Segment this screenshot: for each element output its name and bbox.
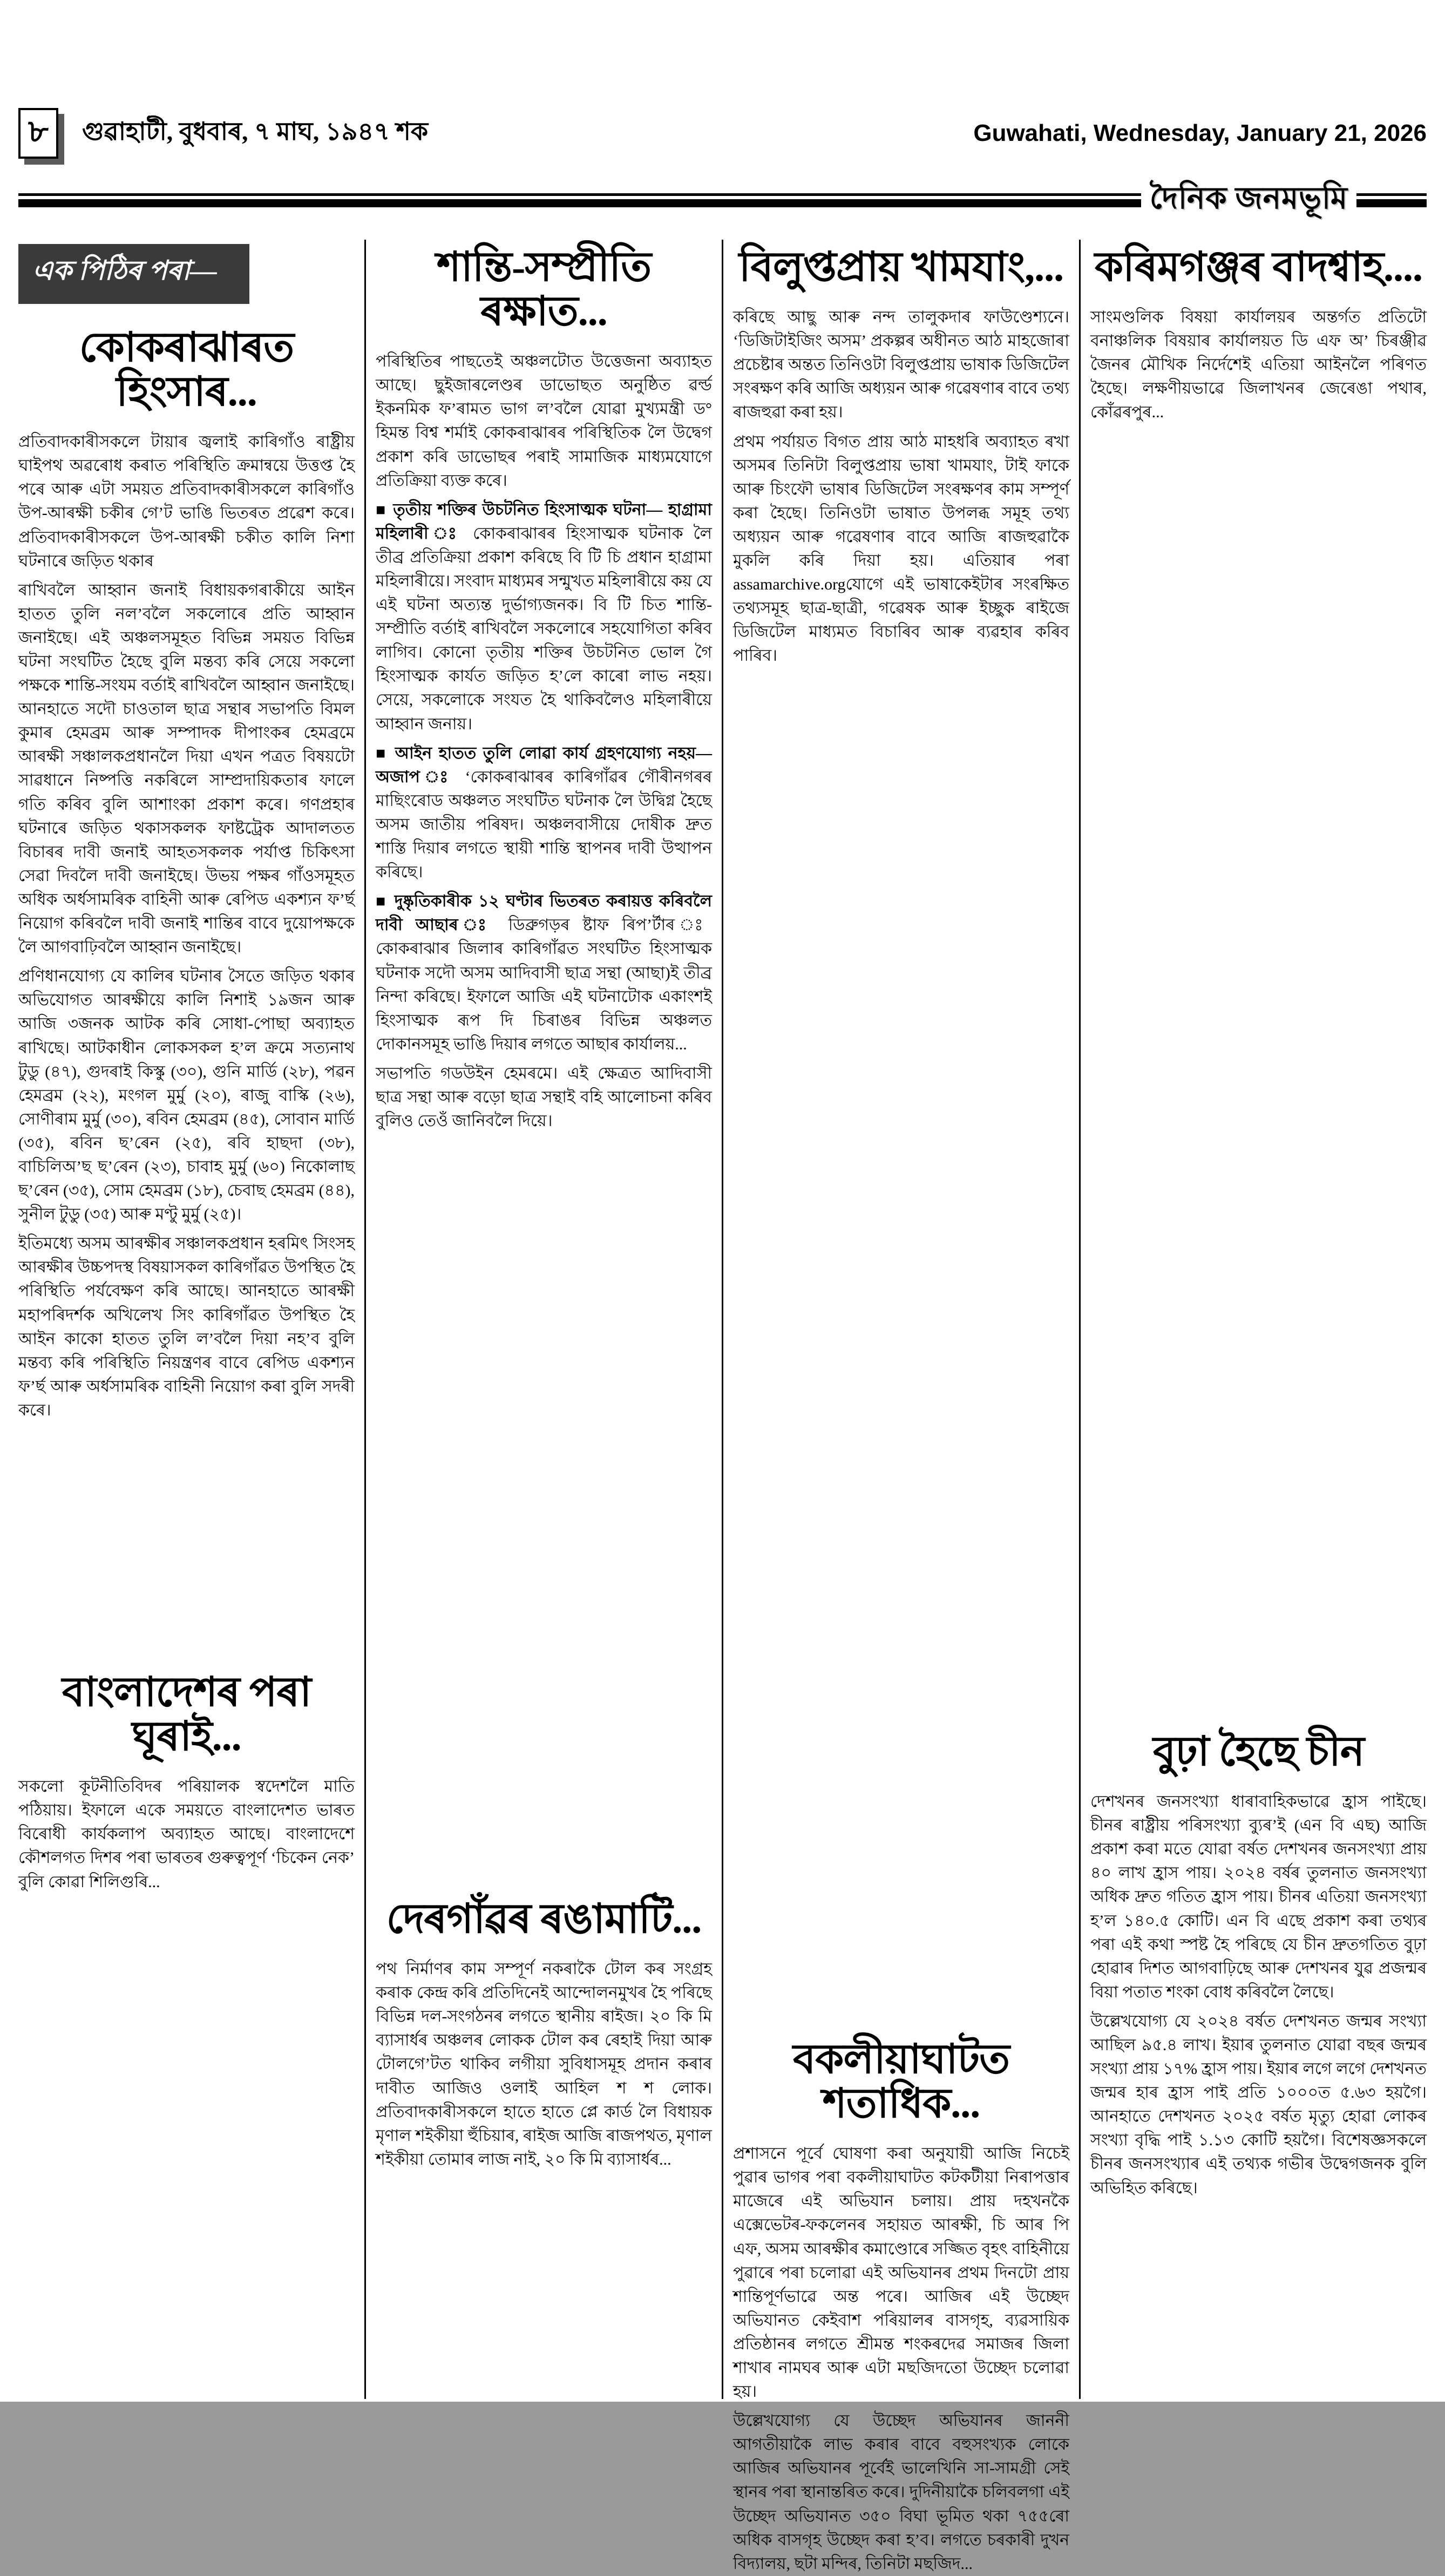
- article-paragraph: [18, 965, 355, 1226]
- article-paragraph: [1090, 1790, 1427, 2004]
- article: [733, 2037, 1069, 2576]
- article-paragraph: [376, 350, 712, 493]
- article-paragraph: [733, 2409, 1069, 2576]
- article: [376, 1897, 712, 2172]
- article-paragraph: [376, 890, 712, 1056]
- masthead-rule-left: [18, 193, 1141, 207]
- article-headline: বুঢ়া হৈছে চীন: [1152, 1729, 1365, 1774]
- article-headline: কৰিমগঞ্জৰ বাদশ্বাহ....: [1094, 245, 1423, 290]
- paragraph-text: ডিব্ৰুগড়ৰ ষ্টাফ ৰিপ’ৰ্টাৰ ঃ কোকৰাঝাৰ জিলাৰ কাৰিগাঁৱত সংঘটিত হিংসাত্মক ঘটনাক সদৌ অসম আদিবাসী ছাত্ৰ সন্থা (আছা)ই তীব্ৰ নিন্দা কৰিছে। ইফালে আজি এই ঘটনাটোক একাংশই হিংসাত্মক ৰূপ দি চিৰাঙৰ বিভিন্ন অঞ্চলত দোকানসমূহ ভাঙি দিয়াৰ লগতে আছাৰ কাৰ্যালয়...: [376, 916, 712, 1053]
- article-headline: বকলীয়াঘাটত শতাধিক...: [792, 2037, 1010, 2127]
- article-headline: কোকৰাঝাৰত হিংসাৰ...: [79, 325, 294, 415]
- date-english: Guwahati, Wednesday, January 21, 2026: [973, 120, 1427, 146]
- article-headline: বিলুপ্তপ্ৰায় খামযাং,...: [738, 245, 1064, 290]
- article-paragraph: [733, 430, 1069, 668]
- article-paragraph: [376, 1957, 712, 2172]
- article-paragraph: [376, 1062, 712, 1133]
- news-column: [722, 240, 1079, 2573]
- article-paragraph: [376, 498, 712, 736]
- article: [1090, 245, 1427, 1724]
- paragraph-text: সভাপতি গডউইন হেমৰমে। এই ক্ষেত্ৰত আদিবাসী ছাত্ৰ সন্থা আৰু বড়ো ছাত্ৰ সন্থাই বহি আলোচনা কৰিব বুলিও তেওঁ জানিবলৈ দিয়ে।: [376, 1064, 712, 1130]
- article-headline: বাংলাদেশৰ পৰা ঘূৰাই...: [62, 1670, 311, 1760]
- paragraph-text: পৰিস্থিতিৰ পাছতেই অঞ্চলটোত উত্তেজনা অব্যাহত আছে। ছুইজাৰলেণ্ডৰ ডাভোছত অনুষ্ঠিত ৱৰ্ল্ড ইকনমিক ফ’ৰামত ভাগ ল’বলৈ যোৱা মুখ্যমন্ত্ৰী ড° হিমন্ত বিশ্ব শৰ্মাই কোকৰাঝাৰৰ পৰিস্থিতিক লৈ উদ্বেগ প্ৰকাশ কৰি ডাভোছৰ পৰাই সামাজিক মাধ্যমযোগে প্ৰতিক্ৰিয়া ব্যক্ত কৰে।: [376, 352, 712, 490]
- news-column: [1079, 240, 1427, 2399]
- paragraph-text: প্ৰণিধানযোগ্য যে কালিৰ ঘটনাৰ সৈতে জড়িত থকাৰ অভিযোগত আৰক্ষীয়ে কালি নিশাই ১৯জন আৰু আজি ৩জনক আটক কৰি সোধা-পোছা অব্যাহত ৰাখিছে। আটকাধীন লোকসকল হ’ল ক্ৰমে সত্যনাথ টুডু (৪৭), গুদৰাই কিস্কু (৩০), গুনি মাৰ্ডি (২৮), পৱন হেমব্ৰম (২২), মংগল মুৰ্মু (২০), ৰাজু বাস্কি (২৬), সোণীৰাম মুৰ্মু (৩০), ৰবিন হেমব্ৰম (৪৫), সোবান মাৰ্ডি (৩৫), ৰবিন ছ’ৰেন (২৫), ৰবি হাছদা (৩৮), বাচিলিঅ’ছ ছ’ৰেন (২৩), চাবাহ মুৰ্মু (৬০) নিকোলাছ ছ’ৰেন (৩৫), সোম হেমব্ৰম (১৮), চেবাছ হেমব্ৰম (৪৪), সুনীল টুডু (৩৫) আৰু মণ্টু মুৰ্মু (২৫)।: [18, 967, 355, 1224]
- paragraph-runin-head: ■ তৃতীয় শক্তিৰ উচটনিত হিংসাত্মক ঘটনা— হাগ্ৰামা মহিলাৰী ঃ: [376, 500, 712, 543]
- paragraph-runin-head: ■ দুষ্কৃতিকাৰীক ১২ ঘণ্টাৰ ভিতৰত কৰায়ত্ত কৰিবলৈ দাবী আছাৰ ঃ: [376, 892, 712, 934]
- article: [733, 245, 1069, 2032]
- paragraph-text: উল্লেখযোগ্য যে উচ্ছেদ অভিযানৰ জাননী আগতীয়াকৈ লাভ কৰাৰ বাবে বহুসংখ্যক লোকে আজিৰ অভিযানৰ পূৰ্বেই ভালেখিনি সা-সামগ্ৰী সেই স্থানৰ পৰা স্থানান্তৰিত কৰে। দুদিনীয়াকৈ চলিবলগা এই উচ্ছেদ অভিযানত ৩৫০ বিঘা ভূমিত থকা ৭৫৫ৰো অধিক বাসগৃহ উচ্ছেদ কৰা হ’ব। লগতে চৰকাৰী দুখন বিদ্যালয়, ছটা মন্দিৰ, তিনিটা মছজিদ...: [733, 2412, 1069, 2573]
- article-headline: দেৰগাঁৱৰ ৰঙামাটি...: [386, 1896, 702, 1942]
- paragraph-text: উল্লেখযোগ্য যে ২০২৪ বৰ্ষত দেশখনত জন্মৰ সংখ্যা আছিল ৯৫.৪ লাখ। ইয়াৰ তুলনাত যোৱা বছৰ জন্মৰ সংখ্যা প্ৰায় ১৭% হ্ৰাস পায়। ইয়াৰ লগে লগে দেশখনত জন্মৰ হাৰ হ্ৰাস পাই প্ৰতি ১০০০ত ৫.৬৩ হয়গৈ। আনহাতে দেশখনত ২০২৫ বৰ্ষত মৃত্যু হোৱা লোকৰ সংখ্যা বৃদ্ধি পাই ১.১৩ কোটি হয়গৈ। বিশেষজ্ঞসকলে চীনৰ জনসংখ্যাৰ এই তথ্যক গভীৰ উদ্বেগজনক বুলি অভিহিত কৰিছে।: [1090, 2012, 1427, 2197]
- article-paragraph: [18, 1232, 355, 1422]
- paragraph-text: ৰাখিবলৈ আহ্বান জনাই বিধায়কগৰাকীয়ে আইন হাতত তুলি নল’বলৈ সকলোৰে প্ৰতি আহ্বান জনাইছে। এই অঞ্চলসমূহত বিভিন্ন সময়ত বিভিন্ন ঘটনা সংঘটিত হৈছে বুলি মন্তব্য কৰি সেয়ে সকলো পক্ষকে শান্তি-সংযম বৰ্তাই ৰাখিবলৈ আহ্বান জনাইছে। আনহাতে সদৌ চাওতাল ছাত্ৰ সন্থাৰ সভাপতি বিমল কুমাৰ হেমব্ৰম আৰু সম্পাদক দীপাংকৰ হেমব্ৰমে আৰক্ষী সঞ্চালকপ্ৰধানলৈ দিয়া এখন পত্ৰত বিষয়টো সাৱধানে নিষ্পত্তি নকৰিলে সাম্প্ৰদায়িকতাৰ ফালে গতি কৰিব বুলি আশাংকা প্ৰকাশ কৰে। গণপ্ৰহাৰ ঘটনাৰে জড়িত থকাসকলক ফাষ্টট্ৰেক আদালতত বিচাৰৰ দাবী জনাই আহতসকলক পৰ্যাপ্ত চিকিৎসা সেৱা দিবলৈ দাবী জনাইছে। উভয় পক্ষৰ গাঁওসমূহত অধিক অৰ্ধসামৰিক বাহিনী আৰু ৰেপিড একশ্যন ফ’ৰ্ছ নিয়োগ কৰিবলৈ দাবী জনাই শান্তিৰ বাবে দুয়োপক্ষকে লৈ আগবাঢ়িবলৈ আহ্বান জনাইছে।: [18, 581, 355, 957]
- article: [18, 240, 355, 1665]
- article-paragraph: [733, 2142, 1069, 2404]
- paragraph-text: পথ নিৰ্মাণৰ কাম সম্পূৰ্ণ নকৰাকৈ টোল কৰ সংগ্ৰহ কৰাক কেন্দ্ৰ কৰি প্ৰতিদিনেই আন্দোলনমুখৰ হৈ পৰিছে বিভিন্ন দল-সংগঠনৰ লগতে স্থানীয় ৰাইজ। ২০ কি মি ব্যাসাৰ্ধৰ অঞ্চলৰ লোকক টোল কৰ ৰেহাই দিয়া আৰু টোলগে’টত থাকিব লগীয়া সুবিধাসমূহ প্ৰদান কৰাৰ দাবীত আজিও ওলাই আহিল শ শ লোক। প্ৰতিবাদকাৰীসকলে হাতে হাতে প্লে কাৰ্ড লৈ বিধায়ক মৃণাল শইকীয়া হুঁচিয়াৰ, ৰাইজ আজি ৰাজপথত, মৃণাল শইকীয়া তোমাৰ লাজ নাই, ২০ কি মি ব্যাসাৰ্ধৰ...: [376, 1960, 712, 2168]
- article-paragraph: [1090, 306, 1427, 424]
- paragraph-text: সকলো কূটনীতিবিদৰ পৰিয়ালক স্বদেশলৈ মাতি পঠিয়ায়। ইফালে একে সময়তে বাংলাদেশত ভাৰত বিৰোধী কাৰ্যকলাপ অব্যাহত আছে। বাংলাদেশে কৌশলগত দিশৰ পৰা ভাৰতৰ গুৰুত্বপূৰ্ণ ‘চিকেন নেক’ বুলি কোৱা শিলিগুৰি...: [18, 1778, 355, 1891]
- article-headline: শান্তি-সম্প্ৰীতি ৰক্ষাত...: [436, 245, 652, 335]
- paragraph-text: কোকৰাঝাৰৰ হিংসাত্মক ঘটনাক লৈ তীব্ৰ প্ৰতিক্ৰিয়া প্ৰকাশ কৰিছে বি টি চি প্ৰধান হাগ্ৰামা মহিলাৰীয়ে। সংবাদ মাধ্যমৰ সন্মুখত মহিলাৰীয়ে কয় যে এই ঘটনা অত্যন্ত দুৰ্ভাগ্যজনক। বি টি চিত শান্তি-সম্প্ৰীতি বৰ্তাই ৰাখিবলৈ সকলোৰে সহযোগিতা কৰিব লাগিব। কোনো তৃতীয় শক্তিৰ উচটনিত ভোল গৈ হিংসাত্মক কাৰ্যত জড়িত হ’লে কাৰো লাভ নহয়। সেয়ে, সকলোকে সংযত হৈ থাকিবলৈও মহিলাৰীয়ে আহ্বান জনায়।: [376, 524, 712, 733]
- article-paragraph: [18, 430, 355, 573]
- article: [18, 1670, 355, 1894]
- paragraph-text: কৰিছে আছু আৰু নন্দ তালুকদাৰ ফাউণ্ডেশ্যনে। ‘ডিজিটাইজিং অসম’ প্ৰকল্পৰ অধীনত আঠ মাহজোৰা প্ৰচেষ্টাৰ অন্তত তিনিওটা বিলুপ্তপ্ৰায় ভাষাক ডিজিটেল সংৰক্ষণ কৰি আজি অধ্যয়ন আৰু গৱেষণাৰ বাবে তথ্য ৰাজহুৱা কৰা হয়।: [733, 308, 1069, 422]
- news-columns: [18, 240, 1427, 2573]
- news-column: [364, 240, 722, 2399]
- page-header: [0, 0, 1445, 159]
- paragraph-text: ইতিমধ্যে অসম আৰক্ষীৰ সঞ্চালকপ্ৰধান হৰমিৎ সিংসহ আৰক্ষীৰ উচ্চপদস্থ বিষয়াসকল কাৰিগাঁৱত উপস্থিত হৈ পৰিস্থিতি পৰ্যবেক্ষণ কৰি আছে। আনহাতে আৰক্ষী মহাপৰিদৰ্শক অখিলেখ সিং কাৰিগাঁৱত উপস্থিত হৈ আইন কাকো হাতত তুলি ল’বলৈ দিয়া নহ’ব বুলি মন্তব্য কৰি পৰিস্থিতি নিয়ন্ত্ৰণৰ বাবে ৰেপিড একশ্যন ফ’ৰ্ছ আৰু অৰ্ধসামৰিক বাহিনী নিয়োগ কৰা বুলি সদৰী কৰে।: [18, 1235, 355, 1419]
- article-paragraph: [18, 579, 355, 960]
- masthead-row: [18, 175, 1427, 226]
- paragraph-text: প্ৰথম পৰ্যায়ত বিগত প্ৰায় আঠ মাহধৰি অব্যাহত ৰখা অসমৰ তিনিটা বিলুপ্তপ্ৰায় ভাষা খামযাং, টাই ফাকে আৰু চিংফৌ ভাষাৰ ডিজিটেল সংৰক্ষণৰ কাম সম্পূৰ্ণ কৰা হৈছে। তিনিওটা ভাষাত উপলব্ধ সমূহ তথ্য অধ্যয়ন আৰু গৱেষণাৰ বাবে আজি ৰাজহুৱাকৈ মুকলি কৰি দিয়া হয়। এতিয়াৰ পৰা assamarchive.orgযোগে এই ভাষাকেইটাৰ সংৰক্ষিত তথ্যসমূহ ছাত্ৰ-ছাত্ৰী, গৱেষক আৰু ইচ্ছুক ৰাইজে ডিজিটেল মাধ্যমত বিচাৰিব আৰু ব্যৱহাৰ কৰিব পাৰিব।: [733, 432, 1069, 665]
- paragraph-runin-head: ■ আইন হাতত তুলি লোৱা কাৰ্য গ্ৰহণযোগ্য নহয়— অজাপ ঃ: [376, 744, 712, 786]
- masthead: দৈনিক জনমভূমি: [1149, 182, 1348, 215]
- article-paragraph: [18, 1775, 355, 1894]
- paragraph-text: দেশখনৰ জনসংখ্যা ধাৰাবাহিকভাৱে হ্ৰাস পাইছে। চীনৰ ৰাষ্ট্ৰীয় পৰিসংখ্যা ব্যুৰ’ই (এন বি এছ) আজি প্ৰকাশ কৰা মতে যোৱা বৰ্ষত দেশখনৰ জনসংখ্যা প্ৰায় ৪০ লাখ হ্ৰাস পায়। ২০২৪ বৰ্ষৰ তুলনাত জনসংখ্যা অধিক দ্ৰুত গতিত হ্ৰাস পায়। চীনৰ এতিয়া জনসংখ্যা হ’ল ১৪০.৫ কোটি। এন বি এছে প্ৰকাশ কৰা তথ্যৰ পৰা এই কথা স্পষ্ট হৈ পৰিছে যে চীন দ্ৰুতগতিত বুঢ়া হোৱাৰ দিশত আগবাঢ়িছে আৰু দেশখনৰ যুৱ প্ৰজন্মৰ বিয়া পতাত শংকা বোধ কৰিবলৈ লৈছে।: [1090, 1793, 1427, 2001]
- paragraph-text: ‘কোকৰাঝাৰৰ কাৰিগাঁৱৰ গৌৰীনগৰৰ মাছিংৰোড অঞ্চলত সংঘটিত ঘটনাক লৈ উদ্বিগ্ন হৈছে অসম জাতীয় পৰিষদ। অঞ্চলবাসীয়ে দোষীক দ্ৰুত শাস্তি দিয়াৰ লগতে স্থায়ী শান্তি স্থাপনৰ দাবী উত্থাপন কৰিছে।: [376, 768, 712, 882]
- article: [1090, 1730, 1427, 2200]
- paragraph-text: সাংমণ্ডলিক বিষয়া কাৰ্যালয়ৰ অন্তৰ্গত প্ৰতিটো বনাঞ্চলিক বিষয়াৰ কাৰ্যালয়ত ডি এফ অ’ চিৰঞ্জীৱ জৈনৰ মৌখিক নিৰ্দেশেই এতিয়া আইনলৈ পৰিণত হৈছে। লক্ষণীয়ভাৱে জিলাখনৰ জেৰেঙা পথাৰ, কোঁৱৰপুৰ...: [1090, 308, 1427, 422]
- article-paragraph: [376, 742, 712, 885]
- page-number: ৮: [28, 113, 49, 149]
- masthead-rule-right: [1356, 193, 1427, 207]
- page-number-box: [18, 108, 58, 159]
- kicker-label: এক পিঠিৰ পৰা—: [18, 244, 249, 304]
- article-paragraph: [1090, 2010, 1427, 2200]
- paragraph-text: প্ৰশাসনে পূৰ্বে ঘোষণা কৰা অনুযায়ী আজি নিচেই পুৱাৰ ভাগৰ পৰা বকলীয়াঘাটত কটকটীয়া নিৰাপত্তাৰ মাজেৰে এই অভিযান চলায়। প্ৰায় দহখনকৈ এক্সেভেটৰ-ফকলেনৰ সহায়ত আৰক্ষী, চি আৰ পি এফ, অসম আৰক্ষীৰ কমাণ্ডোৰে সজ্জিত বৃহৎ বাহিনীয়ে পুৱাৰে পৰা চলোৱা এই অভিযানৰ প্ৰথম দিনটো প্ৰায় শান্তিপূৰ্ণভাৱে অন্ত পৰে। আজিৰ এই উচ্ছেদ অভিযানত কেইবাশ পৰিয়ালৰ বাসগৃহ, ব্যৱসায়িক প্ৰতিষ্ঠানৰ লগতে শ্ৰীমন্ত শংকৰদেৱ সমাজৰ জিলা শাখাৰ নামঘৰ আৰু এটা মছজিদতো উচ্ছেদ চলোৱা হয়।: [733, 2145, 1069, 2401]
- date-assamese: গুৱাহাটী, বুধবাৰ, ৭ মাঘ, ১৯৪৭ শক: [82, 118, 429, 145]
- article-paragraph: [733, 306, 1069, 424]
- article: [376, 245, 712, 1892]
- news-column: [18, 240, 364, 2399]
- paragraph-text: প্ৰতিবাদকাৰীসকলে টায়াৰ জ্বলাই কাৰিগাঁও ৰাষ্ট্ৰীয় ঘাইপথ অৱৰোধ কৰাত পৰিস্থিতি ক্ৰমান্বয়ে উত্তপ্ত হৈ পৰে আৰু এটা সময়ত প্ৰতিবাদকাৰীসকলে কাৰিগাঁও উপ-আৰক্ষী চকীৰ গে’ট ভাঙি ভিতৰত প্ৰৱেশ কৰে। প্ৰতিবাদকাৰীসকলে উপ-আৰক্ষী চকীত কালি নিশা ঘটনাৰে জড়িত থকাৰ: [18, 433, 355, 570]
